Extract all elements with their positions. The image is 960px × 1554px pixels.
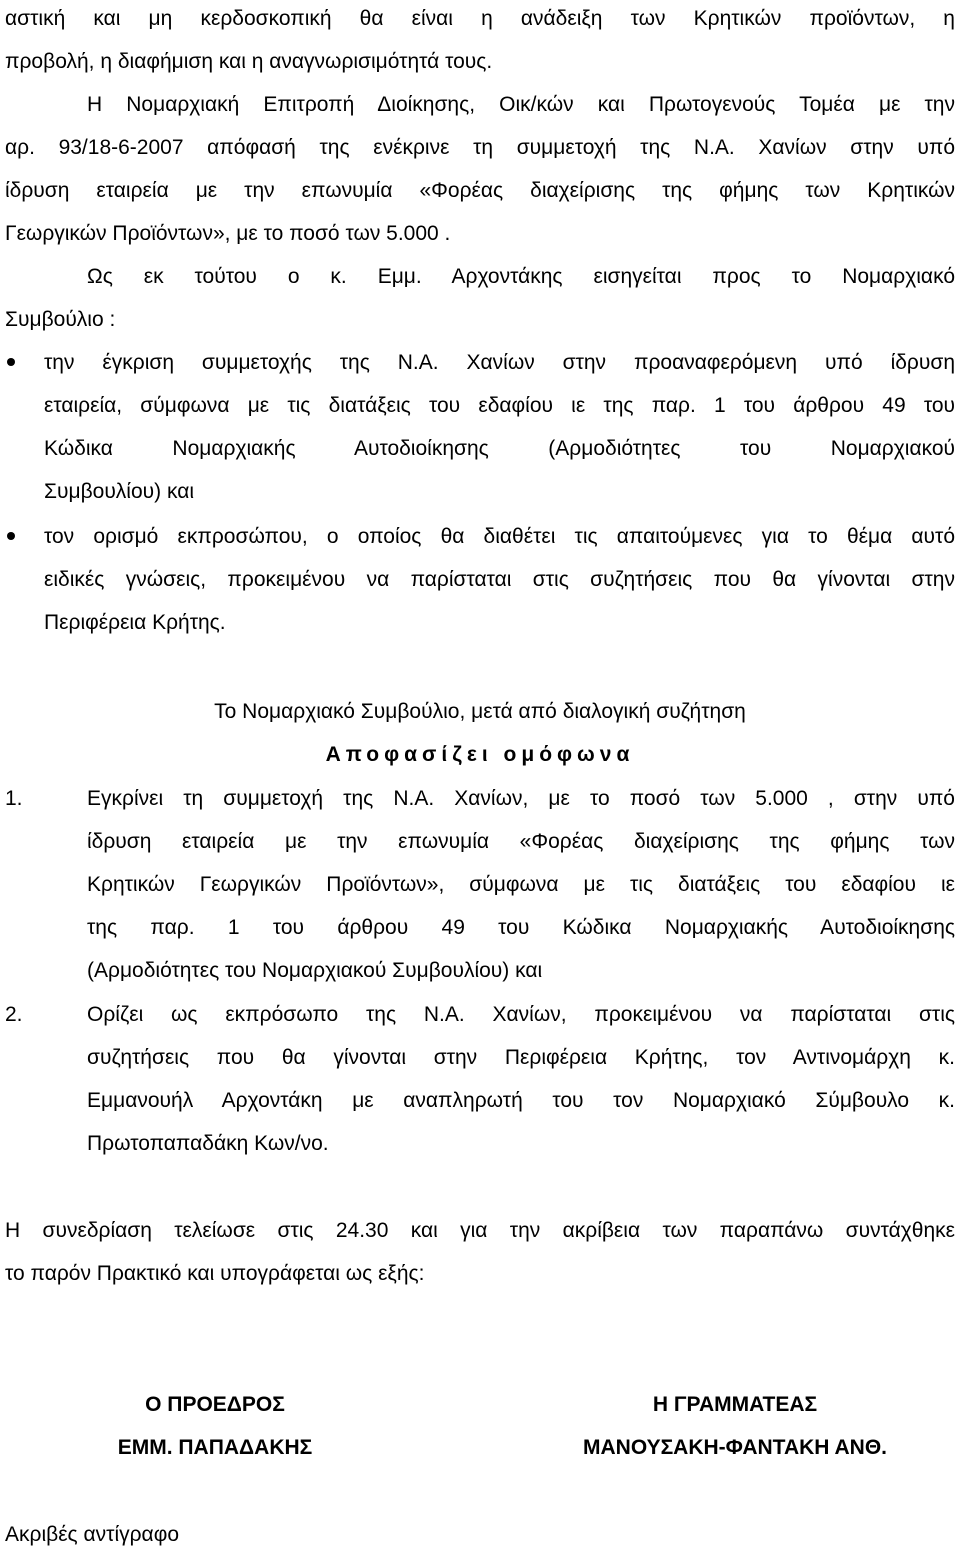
bullet-1-line-2: εταιρεία, σύμφωνα με τις διατάξεις του εδαφίου ιε της παρ. 1 του άρθρου 49 του — [44, 394, 955, 417]
decision-2-number: 2. — [5, 1003, 23, 1026]
closing-line-1: Η συνεδρίαση τελείωσε στις 24.30 και για την ακρίβεια των παραπάνω συντάχθηκε — [5, 1219, 955, 1242]
bullet-2-line-1: τον ορισμό εκπροσώπου, ο οποίος θα διαθέτει τις απαιτούμενες για το θέμα αυτό — [44, 525, 955, 548]
decision-2-line-4: Πρωτοπαπαδάκη Κων/νο. — [87, 1132, 329, 1155]
decision-1-number: 1. — [5, 787, 23, 810]
decision-1-line-4: της παρ. 1 του άρθρου 49 του Κώδικα Νομαρχιακής Αυτοδιοίκησης — [87, 916, 955, 939]
committee-line-3: ίδρυση εταιρεία με την επωνυμία «Φορέας διαχείρισης της φήμης των Κρητικών — [5, 179, 955, 202]
closing-line-2: το παρόν Πρακτικό και υπογράφεται ως εξής: — [5, 1262, 425, 1285]
committee-line-4: Γεωργικών Προϊόντων», με το ποσό των 5.000 . — [5, 222, 451, 245]
president-name: ΕΜΜ. ΠΑΠΑΔΑΚΗΣ — [117, 1436, 313, 1459]
decision-1-line-3: Κρητικών Γεωργικών Προϊόντων», σύμφωνα με τις διατάξεις του εδαφίου ιε — [87, 873, 955, 896]
bullet-1-line-1: την έγκριση συμμετοχής της Ν.Α. Χανίων στην προαναφερόμενη υπό ίδρυση — [44, 351, 955, 374]
committee-line-2: αρ. 93/18-6-2007 απόφασή της ενέκρινε τη συμμετοχή της Ν.Α. Χανίων στην υπό — [5, 136, 955, 159]
decision-2-line-1: Ορίζει ως εκπρόσωπο της Ν.Α. Χανίων, προκειμένου να παρίσταται στις — [87, 1003, 955, 1026]
secretary-title: Η ΓΡΑΜΜΑΤΕΑΣ — [652, 1393, 818, 1416]
secretary-name: ΜΑΝΟΥΣΑΚΗ-ΦΑΝΤΑΚΗ ΑΝΘ. — [583, 1436, 887, 1459]
council-line: Το Νομαρχιακό Συμβούλιο, μετά από διαλογική συζήτηση — [214, 700, 746, 723]
bullet-2-line-2: ειδικές γνώσεις, προκειμένου να παρίσταται στις συζητήσεις που θα γίνονται στην — [44, 568, 955, 591]
decision-2-line-2: συζητήσεις που θα γίνονται στην Περιφέρεια Κρήτης, τον Αντινομάρχη κ. — [87, 1046, 955, 1069]
proposal-line-2: Συμβούλιο : — [5, 308, 116, 331]
intro-line-1: αστική και μη κερδοσκοπική θα είναι η ανάδειξη των Κρητικών προϊόντων, η — [5, 7, 955, 30]
bullet-marker — [7, 358, 15, 366]
decision-heading: Αποφασίζει ομόφωνα — [325, 743, 635, 766]
bullet-1-line-3: Κώδικα Νομαρχιακής Αυτοδιοίκησης (Αρμοδιότητες του Νομαρχιακού — [44, 437, 955, 460]
decision-1-line-1: Εγκρίνει τη συμμετοχή της Ν.Α. Χανίων, με το ποσό των 5.000 , στην υπό — [87, 787, 955, 810]
bullet-1-line-4: Συμβουλίου) και — [44, 480, 195, 503]
proposal-line-1: Ως εκ τούτου ο κ. Εμμ. Αρχοντάκης εισηγείται προς το Νομαρχιακό — [87, 265, 955, 288]
decision-1-line-5: (Αρμοδιότητες του Νομαρχιακού Συμβουλίου) και — [87, 959, 543, 982]
footer-note: Ακριβές αντίγραφο — [5, 1523, 179, 1546]
decision-2-line-3: Εμμανουήλ Αρχοντάκη με αναπληρωτή του τον Νομαρχιακό Σύμβουλο κ. — [87, 1089, 955, 1112]
decision-1-line-2: ίδρυση εταιρεία με την επωνυμία «Φορέας διαχείρισης της φήμης των — [87, 830, 955, 853]
president-title: Ο ΠΡΟΕΔΡΟΣ — [145, 1393, 285, 1416]
committee-line-1: Η Νομαρχιακή Επιτροπή Διοίκησης, Οικ/κών και Πρωτογενούς Τομέα με την — [87, 93, 955, 116]
bullet-2-line-3: Περιφέρεια Κρήτης. — [44, 611, 226, 634]
bullet-marker — [7, 532, 15, 540]
intro-line-2: προβολή, η διαφήμιση και η αναγνωρισιμότητά τους. — [5, 50, 493, 73]
